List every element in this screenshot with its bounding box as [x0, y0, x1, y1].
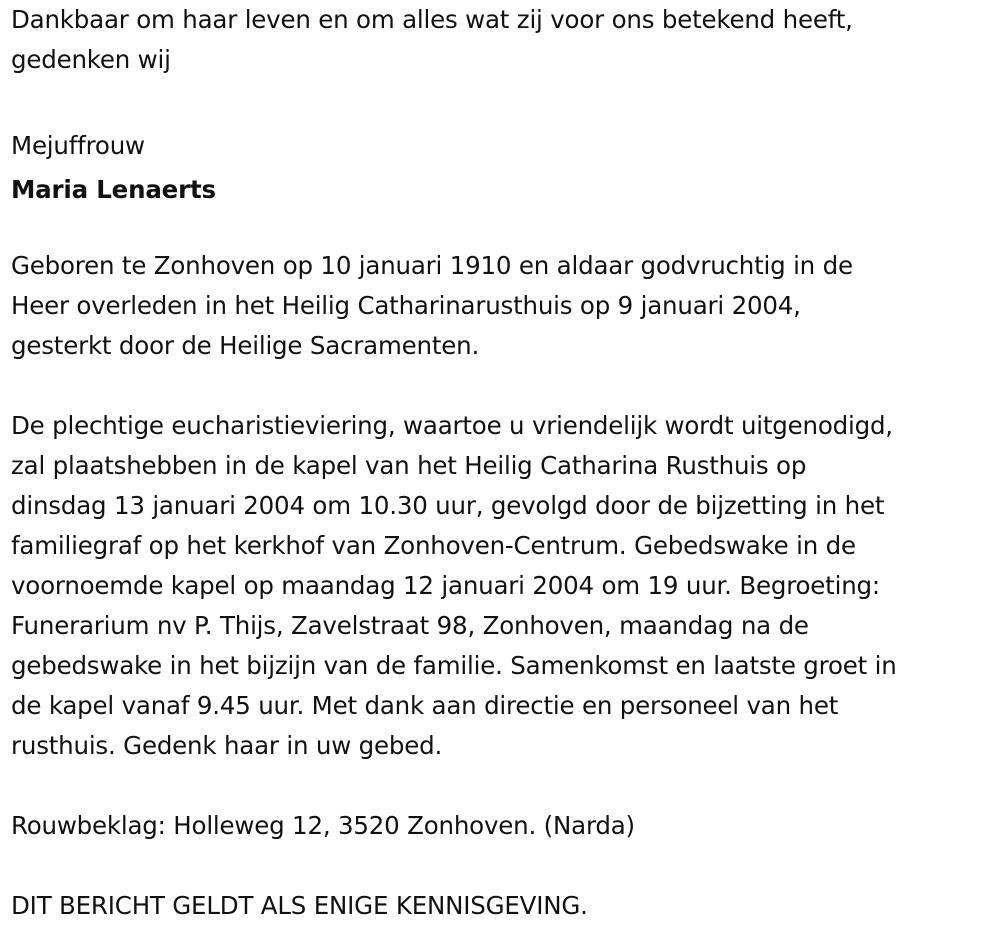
spacer	[11, 214, 993, 246]
spacer	[11, 80, 993, 120]
birth-death-line: Heer overleden in het Heilig Catharinarusthuis op 9 januari 2004,	[11, 291, 801, 320]
ceremony-line: voornoemde kapel op maandag 12 januari 2004 om 19 uur. Begroeting:	[11, 571, 880, 600]
spacer	[11, 366, 993, 406]
ceremony-line: Funerarium nv P. Thijs, Zavelstraat 98, Zonhoven, maandag na de	[11, 611, 809, 640]
ceremony-line: de kapel vanaf 9.45 uur. Met dank aan directie en personeel van het	[11, 691, 839, 720]
notice-footer: DIT BERICHT GELDT ALS ENIGE KENNISGEVING.	[11, 891, 588, 920]
intro-line: Dankbaar om haar leven en om alles wat zij voor ons betekend heeft,	[11, 5, 853, 34]
intro-paragraph	[11, 0, 993, 80]
birth-death-paragraph	[11, 246, 993, 366]
spacer	[11, 846, 993, 886]
ceremony-line: De plechtige eucharistieviering, waartoe u vriendelijk wordt uitgenodigd,	[11, 411, 893, 440]
spacer	[11, 766, 993, 806]
deceased-name: Maria Lenaerts	[11, 175, 216, 204]
intro-line: gedenken wij	[11, 45, 171, 74]
ceremony-line: zal plaatshebben in de kapel van het Heilig Catharina Rusthuis op	[11, 451, 807, 480]
condolence-address: Rouwbeklag: Holleweg 12, 3520 Zonhoven. (Narda)	[11, 811, 635, 840]
ceremony-line: dinsdag 13 januari 2004 om 10.30 uur, gevolgd door de bijzetting in het	[11, 491, 885, 520]
ceremony-line: rusthuis. Gedenk haar in uw gebed.	[11, 731, 443, 760]
ceremony-line: gebedswake in het bijzijn van de familie. Samenkomst en laatste groet in	[11, 651, 897, 680]
death-notice	[11, 0, 993, 926]
ceremony-paragraph	[11, 406, 993, 766]
salutation: Mejuffrouw	[11, 131, 145, 160]
birth-death-line: Geboren te Zonhoven op 10 januari 1910 en aldaar godvruchtig in de	[11, 251, 853, 280]
ceremony-line: familiegraf op het kerkhof van Zonhoven-Centrum. Gebedswake in de	[11, 531, 856, 560]
birth-death-line: gesterkt door de Heilige Sacramenten.	[11, 331, 480, 360]
